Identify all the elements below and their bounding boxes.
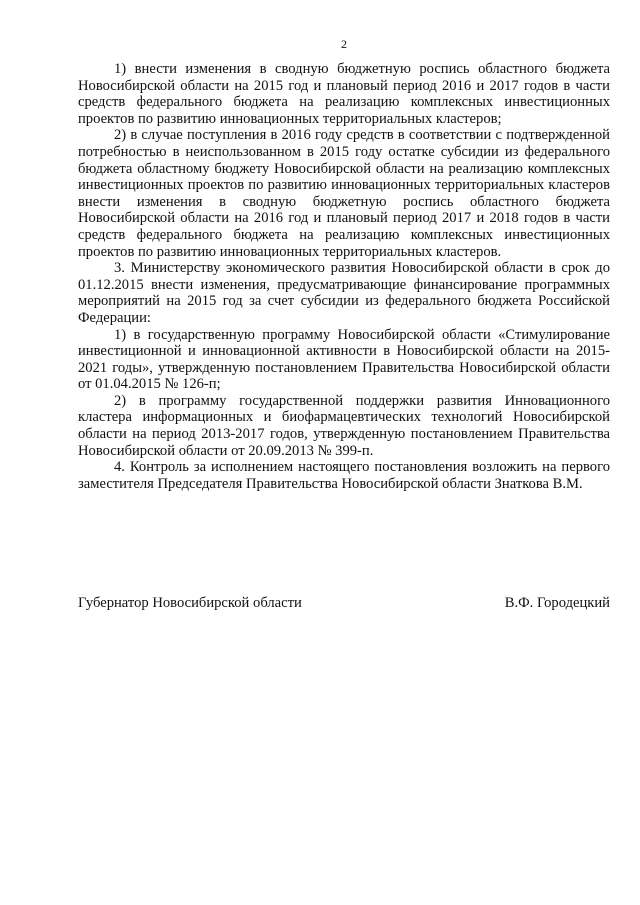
page-number: 2 <box>341 37 347 51</box>
paragraph-item-1-budget-changes-2015: 1) внести изменения в сводную бюджетную роспись областного бюджета Новосибирской области на 2015 год и плановый период 2016 и 2017 годов в части средств федерального бюджета на реализацию комплексных инвестиционных проектов по развитию инновационных территориальных кластеров; <box>78 61 610 127</box>
document-page <box>78 0 610 905</box>
paragraph-cluster-program: 2) в программу государственной поддержки развития Инновационного кластера информационных и биофармацевтических технологий Новосибирской области на период 2013-2017 годов, утвержденную постановлением Правительства Новосибирской области от 20.09.2013 № 399-п. <box>78 392 610 459</box>
paragraph-section-4-control: 4. Контроль за исполнением настоящего постановления возложить на первого заместителя Председателя Правительства Новосибирской области Знаткова В.М. <box>78 459 610 492</box>
paragraph-state-program: 1) в государственную программу Новосибирской области «Стимулирование инвестиционной и инновационной активности в Новосибирской области на 2015-2021 годы», утвержденную постановлением Правительства Новосибирской области от 01.04.2015 № 126-п; <box>78 326 610 393</box>
signatory-name: В.Ф. Городецкий <box>504 595 610 611</box>
paragraph-item-2-budget-changes-2016: 2) в случае поступления в 2016 году средств в соответствии с подтвержденной потребностью в неиспользованном в 2015 году остатке субсидии из федерального бюджета областному бюджету Новосибирской области на реализацию комплексных инвестиционных проектов по развитию инновационных территориальных кластеров внести изменения в сводную бюджетную роспись областного бюджета Новосибирской области на 2016 год и плановый период 2017 и 2018 годов в части средств федерального бюджета на реализацию комплексных инвестиционных проектов по развитию инновационных территориальных кластеров. <box>78 127 610 260</box>
signatory-position: Губернатор Новосибирской области <box>78 595 302 611</box>
signature-block <box>78 595 610 612</box>
paragraph-section-3-ministry-changes: 3. Министерству экономического развития Новосибирской области в срок до 01.12.2015 внести изменения, предусматривающие финансирование программных мероприятий на 2015 год за счет субсидии из федерального бюджета Российской Федерации: <box>78 260 610 326</box>
document-body <box>78 61 610 492</box>
